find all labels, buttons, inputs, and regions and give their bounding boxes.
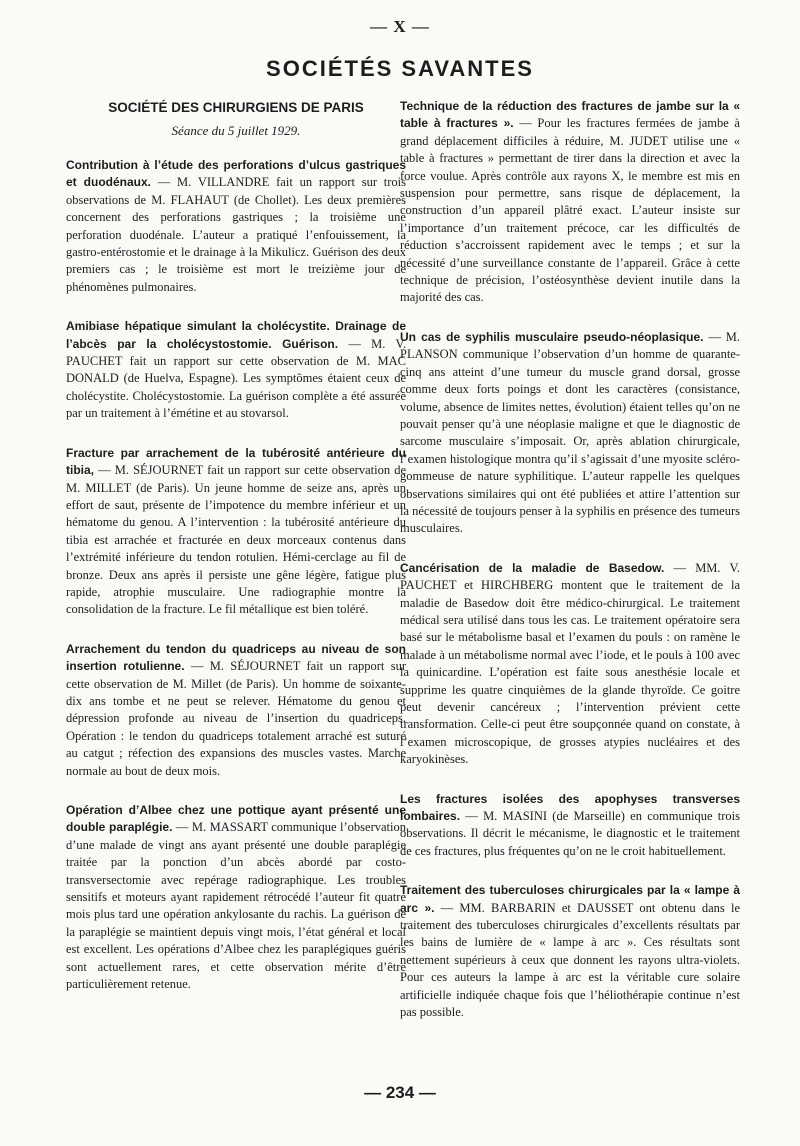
right-column	[400, 98, 740, 1044]
article	[66, 157, 406, 296]
article-body: — M. VILLANDRE fait un rapport sur trois observations de M. FLAHAUT (de Chollet). Les deux premières concernent des perforations gastriques ; la troisième une perforation duodénale. L’auteur a pratiqué l’enfouissement, la gastro-entérostomie et le drainage à la Mikulicz. Guérison des deux premiers cas ; le troisième est mort le treizième jour de phénomènes pulmonaires.	[66, 175, 407, 294]
article-body: — Pour les fractures fermées de jambe à grand déplacement difficiles à réduire, M. JUDET utilise une « table à fractures » permettant de tirer dans la direction et avec la force voulue. Après contrôle aux rayons X, le membre est mis en suspension pour permettre, sans risque de déplacement, la construction d’un appareil plâtré exact. L’auteur insiste sur l’importance d’un traitement précoce, car les difficultés de réduction s’accroissent rapidement avec le temps ; et sur la nécessité d’une surveillance constante de l’appareil. Grâce à cette technique de précision, l’ostéosynthèse devient inutile dans la majorité des cas.	[400, 116, 740, 305]
page-number: — 234 —	[364, 1083, 436, 1102]
page-header: — X —	[370, 17, 430, 36]
article	[66, 802, 406, 993]
article	[66, 641, 406, 780]
article-title: Contribution à l’étude des perforations d’ulcus gastriques et duodénaux.	[66, 158, 406, 190]
left-column	[66, 98, 406, 1015]
article	[400, 560, 740, 769]
article	[66, 318, 406, 422]
article-title: Amibiase hépatique simulant la cholécystite. Drainage de l’abcès par la cholécystostomie. Guérison.	[66, 319, 406, 351]
article-title: Les fractures isolées des apophyses transverses lombaires.	[400, 791, 740, 824]
section-title: SOCIÉTÉS SAVANTES	[266, 56, 534, 81]
article-body: — M. SÉJOURNET fait un rapport sur cette observation de M. MILLET (de Paris). Un jeune homme de seize ans, après un effort de saut, présente de l’impotence du membre inférieur et un hématome du genou. A l’intervention : la tubérosité antérieure du tibia est arrachée et fracturée en deux morceaux contenus dans l’extrémité inférieure du tendon rotulien. Hémi-cerclage au fil de bronze. Deux ans après il persiste une gêne légère, fatigue plus rapide, atrophie musculaire. Une radiographie montre la consolidation de la fracture. Le fil métallique est bien toléré.	[66, 463, 406, 617]
article-body: — M. SÉJOURNET fait un rapport sur cette observation de M. Millet (de Paris). Un homme de soixante-dix ans tombe et ne peut se relever. Hématome du genou et dépression profonde au niveau de l’insertion du quadriceps. Opération : le tendon du quadriceps totalement arraché est suturé au catgut ; réfection des expansions des muscles vastes. Marche normale au bout de deux mois.	[66, 659, 407, 778]
article	[400, 791, 740, 861]
article-body: — MM. BARBARIN et DAUSSET ont obtenu dans le traitement des tuberculoses chirurgicales d’excellents résultats par les bains de lumière de « lampe à arc ». Ces résultats sont nettement supérieurs à ceux que donnent les rayons ultra-violets. Pour ces auteurs la lampe à arc est la véritable cure solaire artificielle indiquée chaque fois que l’héliothérapie continue n’est pas possible.	[400, 900, 740, 1020]
article-body: — M. V. PAUCHET fait un rapport sur cette observation de M. MAC DONALD (de Huelva, Espagne). Les symptômes étaient ceux de cholécystite. Cholécystostomie. La guérison complète a été assurée par un traitement à l’émétine et au stovarsol.	[66, 336, 406, 421]
article-title: Cancérisation de la maladie de Basedow.	[400, 560, 665, 575]
article-title: Opération d’Albee chez une pottique ayant présenté une double paraplégie.	[66, 803, 406, 835]
article	[400, 329, 740, 538]
article-body: — M. PLANSON communique l’observation d’un homme de quarante-cinq ans atteint d’une tumeur du muscle grand dorsal, grosse comme deux forts poings et dont les caractères (consistance, volume, absence de limites nettes, évolution) étaient telles qu’on ne pouvait penser qu’à une néoplasie maligne et que le diagnostic de sarcome musculaire s’imposait. Or, après ablation chirurgicale, l’examen histologique montra qu’il s’agissait d’une myosite scléro-gommeuse de nature syphilitique. L’auteur rappelle les quelques observations similaires qui ont été publiées et attire l’attention sur la nécessité de toujours penser à la syphilis en présence des tumeurs musculaires.	[400, 329, 740, 536]
article-title: Arrachement du tendon du quadriceps au niveau de son insertion rotulienne.	[66, 641, 406, 674]
article	[66, 445, 406, 619]
article-title: Traitement des tuberculoses chirurgicales par la « lampe à arc ».	[400, 883, 740, 915]
article-body: — M. MASINI (de Marseille) en communique trois observations. Il décrit le mécanisme, le diagnostic et le traitement de ces fractures, plus fréquentes qu’on ne le croit habituellement.	[400, 809, 740, 858]
article	[400, 882, 740, 1021]
society-name: SOCIÉTÉ DES CHIRURGIENS DE PARIS	[108, 100, 364, 115]
article-body: — MM. V. PAUCHET et HIRCHBERG montent que le traitement de la maladie de Basedow doit être médico-chirurgical. Le traitement médical sera utilisé dans tous les cas. Le traitement opératoire sera basé sur le métabolisme basal et l’examen du pouls : on ramène le malade à un métabolisme normal avec l’iode, et le pouls à 100 avec la quinicardine. L’opération est faite sous anesthésie locale et supprime les quatre cinquièmes de la glande thyroïde. Ce goitre peut devenir cancéreux ; l’intervention prévient cette transformation. Celle-ci peut être soupçonnée quand on constate, à l’examen microscopique, de grosses atypies nucléaires et des karyokinèses.	[400, 560, 741, 767]
article-title: Technique de la réduction des fractures de jambe sur la « table à fractures ».	[400, 99, 740, 131]
article-title: Fracture par arrachement de la tubérosité antérieure du tibia,	[66, 445, 406, 478]
article	[400, 98, 740, 307]
session-date: Séance du 5 juillet 1929.	[171, 123, 301, 138]
article-body: — M. MASSART communique l’observation d’une malade de vingt ans ayant présenté une double paraplégie traitée par la ponction d’un abcès abordé par costo-transversectomie avec repérage radiographique. Les troubles sensitifs et moteurs ayant rapidement rétrocédé l’auteur fit quatre mois plus tard une opération ankylosante du rachis. La guérison de la paraplégie se maintient depuis vingt mois, l’état général et local est excellent. Les opérations d’Albee chez les paraplégiques guéris sont actuellement rares, et cette observation mérite d’être particulièrement retenue.	[66, 820, 406, 992]
article-title: Un cas de syphilis musculaire pseudo-néoplasique.	[400, 329, 704, 344]
